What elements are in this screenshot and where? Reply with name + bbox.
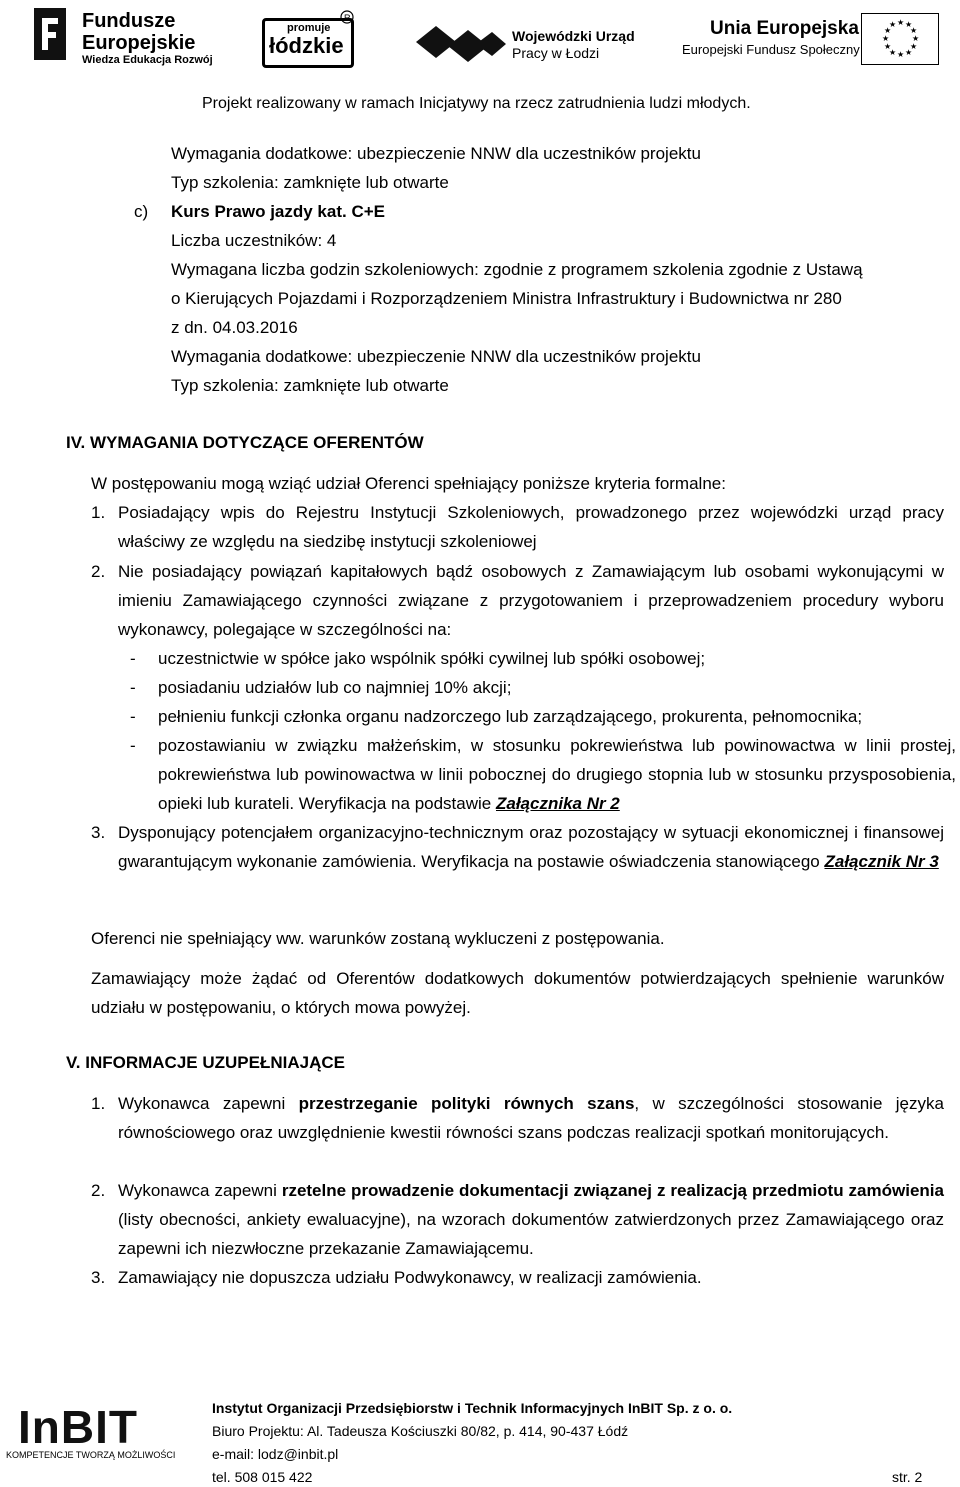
v-item2-text [118,1176,944,1263]
inbit-logo [6,1400,186,1466]
iv-sub4-body: pozostawianiu w związku małżeńskim, w stosunku pokrewieństwa lub powinowactwa w linii prostej, pokrewieństwa lub powinowactwa w linii pobocznej do drugiego stopnia lub w stosunku przysposobienia, opieki lub kurateli. Weryfikacja na podstawie [158,736,956,813]
fe-star-mark-icon [28,4,72,64]
course-c-title: Kurs Prawo jazdy kat. C+E [171,202,385,221]
prev-course-extra: Wymagania dodatkowe: ubezpieczenie NNW dla uczestników projektu [171,144,701,163]
v-item1-post: , w szczególności stosowanie języka równościowego oraz uwzględnienie kwestii równości szans podczas realizacji spotkań monitorujących. [118,1094,944,1142]
project-note: Projekt realizowany w ramach Inicjatywy na rzecz zatrudnienia ludzi młodych. [202,95,751,112]
v-item2-post: (listy obecności, ankiety ewaluacyjne), na wzorach dokumentów zatwierdzonych przez Zamawiającego oraz zapewni ich niezwłoczne przekazanie Zamawiającemu. [118,1210,944,1258]
fe-logo-line3: Wiedza Edukacja Rozwój [82,54,213,66]
iv-sub4-dash: - [130,736,136,755]
svg-text:★: ★ [882,34,890,43]
fundusze-europejskie-logo [28,2,228,68]
iv-item1-number: 1. [91,503,106,522]
iv-sub1-dash: - [130,649,136,668]
v-item1-pre: Wykonawca zapewni [118,1094,286,1113]
svg-text:★: ★ [910,26,918,35]
course-c-extra: Wymagania dodatkowe: ubezpieczenie NNW dla uczestników projektu [171,347,701,366]
svg-text:★: ★ [897,18,905,27]
iv-item2-text: Nie posiadający powiązań kapitałowych bądź osobowych z Zamawiającym lub osobami wykonującymi w imieniu Zamawiającego czynności związane z przygotowaniem i przeprowadzeniem procedury wyboru wykonawcy, polegające w szczególności na: [118,562,944,639]
iv-item1-text: Posiadający wpis do Rejestru Instytucji Szkoleniowych, prowadzonego przez wojewódzki urząd pracy właściwy ze względu na siedzibę instytucji szkoleniowej [118,503,944,551]
iv-item3-number: 3. [91,823,106,842]
svg-text:★: ★ [905,20,913,29]
v-item1-text [118,1089,944,1147]
iv-sub4-text [158,731,956,818]
footer-address: Biuro Projektu: Al. Tadeusza Kościuszki 80/82, p. 414, 90-437 Łódź [212,1423,629,1439]
course-c-marker: c) [134,202,149,221]
svg-text:★: ★ [905,48,913,57]
footer-company: Instytut Organizacji Przedsiębiorstw i Technik Informacyjnych InBIT Sp. z o. o. [212,1400,733,1416]
registered-mark-icon [340,10,354,24]
iv-item3-body: Dysponujący potencjałem organizacyjno-technicznym oraz pozostający w sytuacji ekonomicznej i finansowej gwarantującym wykonanie zamówienia. Weryfikacja na postawie oświadczenia stanowiącego [118,823,944,871]
svg-text:★: ★ [889,20,897,29]
inbit-logo-tagline: KOMPETENCJE TWORZĄ MOŻLIWOŚCI [6,1450,176,1460]
wup-diamond-icon [412,22,508,68]
svg-text:★: ★ [884,42,892,51]
v-item2-bold: rzetelne prowadzenie dokumentacji związanej z realizacją przedmiotu zamówienia [281,1181,944,1200]
fe-logo-line1: Fundusze [82,10,176,32]
v-item3-text: Zamawiający nie dopuszcza udziału Podwykonawcy, w realizacji zamówienia. [118,1268,702,1287]
footer-email: e-mail: lodz@inbit.pl [212,1446,339,1462]
fe-logo-line2: Europejskie [82,32,196,54]
iv-item2-number: 2. [91,562,106,581]
eu-flag-icon [861,13,939,65]
section-v-heading: V. INFORMACJE UZUPEŁNIAJĄCE [66,1053,345,1072]
course-c-participants: Liczba uczestników: 4 [171,231,337,250]
footer-phone: tel. 508 015 422 [212,1469,313,1485]
iv-sub2-dash: - [130,678,136,697]
eu-logo-line2: Europejski Fundusz Społeczny [682,42,860,57]
iv-sub1-text: uczestnictwie w spółce jako wspólnik spółki cywilnej lub spółki osobowej; [158,649,706,668]
lodzkie-logo-main: łódzkie [269,33,344,58]
course-c-hours-3: z dn. 04.03.2016 [171,318,298,337]
svg-text:★: ★ [889,48,897,57]
svg-text:R: R [344,13,351,23]
iv-sub2-text: posiadaniu udziałów lub co najmniej 10% akcji; [158,678,512,697]
course-c-hours-1: Wymagana liczba godzin szkoleniowych: zgodnie z programem szkolenia zgodnie z Ustawą [171,260,863,279]
wup-logo-line2: Pracy w Łodzi [512,45,600,61]
v-item2-pre: Wykonawca zapewni [118,1181,277,1200]
course-c-type: Typ szkolenia: zamknięte lub otwarte [171,376,449,395]
v-item1-bold: przestrzeganie polityki równych szans [298,1094,635,1113]
svg-text:★: ★ [910,42,918,51]
iv-item3-text [118,818,944,876]
promuje-lodzkie-logo [262,18,354,68]
course-c-hours-2: o Kierujących Pojazdami i Rozporządzeniem Ministra Infrastruktury i Budownictwa nr 280 [171,289,842,308]
iv-documents-note: Zamawiający może żądać od Oferentów dodatkowych dokumentów potwierdzających spełnienie warunków udziału w postępowaniu, o których mowa powyżej. [91,969,944,1017]
wup-logo-line1: Wojewódzki Urząd [512,28,635,44]
iv-excluded-note: Oferenci nie spełniający ww. warunków zostaną wykluczeni z postępowania. [91,929,665,948]
svg-text:★: ★ [912,34,920,43]
iv-sub3-dash: - [130,707,136,726]
section-iv-heading: IV. WYMAGANIA DOTYCZĄCE OFERENTÓW [66,433,424,452]
v-item1-number: 1. [91,1094,106,1113]
eu-logo-line1: Unia Europejska [710,18,859,39]
prev-course-type: Typ szkolenia: zamknięte lub otwarte [171,173,449,192]
page-number: str. 2 [892,1469,923,1485]
attachment-3-ref: Załącznik Nr 3 [824,852,939,871]
lodzkie-logo-top: promuje [287,22,331,34]
inbit-logo-wordmark: InBIT [18,1401,138,1453]
attachment-2-ref: Załącznika Nr 2 [495,794,620,813]
v-item2-number: 2. [91,1181,106,1200]
section-iv-intro: W postępowaniu mogą wziąć udział Oferenci spełniający poniższe kryteria formalne: [91,474,726,493]
svg-text:★: ★ [884,26,892,35]
svg-text:★: ★ [897,50,905,59]
v-item3-number: 3. [91,1268,106,1287]
iv-sub3-text: pełnieniu funkcji członka organu nadzorczego lub zarządzającego, prokurenta, pełnomocnika; [158,707,863,726]
